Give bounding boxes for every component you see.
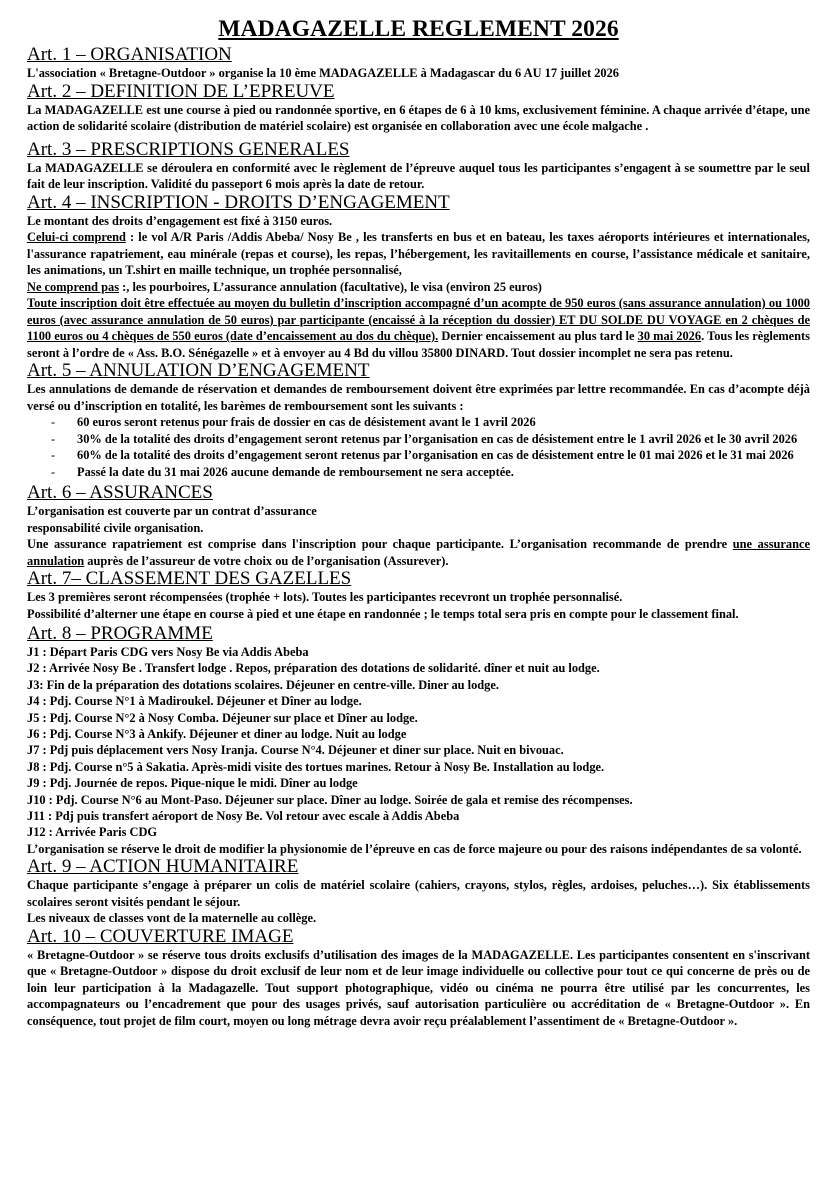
- program-day: J2 : Arrivée Nosy Be . Transfert lodge . Repos, préparation des dotations de solidarité. dîner et nuit au lodge.: [27, 661, 600, 676]
- payment-deadline-text: Dernier encaissement au plus tard le: [438, 329, 638, 343]
- list-item: - 60% de la totalité des droits d’engagement seront retenus par l’organisation en cas de désistement entre le 01 mai 2026 et le 31 mai 2026: [77, 447, 810, 464]
- payment-terms: Toute inscription doit être effectuée au moyen du bulletin d’inscription accompagné d’un acompte de 950 euros (sans assurance annulation) ou 1000 euros (avec assurance annulation de 50 euros) par participante (encaissé à la réception du dossier) ET DU SOLDE DU VOYAGE en 2 chèques de 1100 euros ou 4 chèques de 550 euros (date d’encaissement au dos du chèque).: [27, 296, 810, 343]
- article-1: [27, 45, 810, 82]
- article-10-heading: Art. 10 – COUVERTURE IMAGE: [27, 925, 294, 947]
- list-item: - 60 euros seront retenus pour frais de dossier en cas de désistement avant le 1 avril 2026: [77, 414, 810, 431]
- article-4-payment: [27, 295, 810, 361]
- article-4: [27, 193, 810, 362]
- article-8: [27, 624, 810, 857]
- article-6-line-1: L’organisation est couverte par un contrat d’assurance: [27, 504, 317, 518]
- article-7-heading: Art. 7– CLASSEMENT DES GAZELLES: [27, 568, 352, 589]
- article-2: [27, 82, 810, 135]
- article-4-includes: [27, 229, 810, 279]
- article-8-heading: Art. 8 – PROGRAMME: [27, 623, 213, 644]
- article-4-fee: Le montant des droits d’engagement est fixé à 3150 euros.: [27, 213, 333, 228]
- article-6-line-2: responsabilité civile organisation.: [27, 520, 204, 535]
- list-item: - Passé la date du 31 mai 2026 aucune demande de remboursement ne sera acceptée.: [77, 464, 810, 481]
- article-3-text: La MADAGAZELLE se déroulera en conformité avec le règlement de l’épreuve auquel tous les participantes s’engagent à se soumettre par le seul fait de leur inscription. Validité du passeport 6 mois après la date de retour.: [27, 160, 810, 191]
- program-day: J5 : Pdj. Course N°2 à Nosy Comba. Déjeuner sur place et Dîner au lodge.: [27, 710, 418, 725]
- program-day: J4 : Pdj. Course N°1 à Madiroukel. Déjeuner et Dîner au lodge.: [27, 694, 362, 709]
- insurance-text-end: auprès de l’assureur de votre choix ou de l’organisation (Assurever).: [84, 553, 449, 568]
- includes-text: : le vol A/R Paris /Addis Abeba/ Nosy Be , les transferts en bus et en bateau, les taxes aéroports intérieures et internationales, l'assurance rapatriement, eau minérale (repas et course), les repas, l’hébergement, les ravitaillements en course, l’assistance médicale et sanitaire, les animations, un T.shirt en maille technique, un trophée personnalisé,: [27, 230, 810, 277]
- program-day: J9 : Pdj. Journée de repos. Pique-nique le midi. Dîner au lodge: [27, 776, 358, 791]
- article-10: [27, 927, 810, 1030]
- article-6-heading: Art. 6 – ASSURANCES: [27, 482, 213, 503]
- article-5-intro: Les annulations de demande de réservation et demandes de remboursement doivent être exprimées par lettre recommandée. En cas d’acompte déjà versé ou d’inscription en totalité, les barèmes de remboursement sont les suivants :: [27, 382, 810, 413]
- article-4-excludes: [27, 279, 810, 296]
- payment-address: . Tous les règlements seront à l’ordre de « Ass. B.O. Sénégazelle » et à envoyer au 4 Bd du villou 35800 DINARD. Tout dossier incomplet ne sera pas retenu.: [27, 329, 810, 360]
- article-6: [27, 483, 810, 569]
- article-9-text-2: Les niveaux de classes vont de la maternelle au collège.: [27, 911, 317, 926]
- article-7-text-2: Possibilité d’alterner une étape en course à pied et une étape en randonnée ; le temps total sera pris en compte pour le classement final.: [27, 606, 739, 621]
- document-page: [0, 16, 826, 1185]
- article-9: [27, 857, 810, 927]
- article-1-heading: Art. 1 – ORGANISATION: [27, 44, 232, 65]
- article-9-text-1: Chaque participante s’engage à préparer un colis de matériel scolaire (cahiers, crayons, stylos, règles, ardoises, peluches…). Six établissements scolaires seront visités pendant le séjour.: [27, 878, 810, 909]
- article-10-text: « Bretagne-Outdoor » se réserve tous droits exclusifs d’utilisation des images de la MADAGAZELLE. Les participantes consentent en s'inscrivant que « Bretagne-Outdoor » dispose du droit exclusif de leur nom et de leur image individuelle ou collective pour tout ce qui concerne de près ou de loin leur participation à la Madagazelle. Tout support photographique, vidéo ou cinéma ne pourra être utilisé par les concurrentes, les accompagnateurs ou l’encadrement que pour des usages privés, sauf autorisation particulière ou accréditation de « Bretagne-Outdoor ». En conséquence, tout projet de film court, moyen ou long métrage devra avoir reçu préalablement l’assentiment de « Bretagne-Outdoor ».: [27, 947, 810, 1028]
- payment-deadline-date: 30 mai 2026: [637, 329, 702, 343]
- article-6-text: [27, 536, 810, 569]
- excludes-text: :, les pourboires, L’assurance annulation (facultative), le visa (environ 25 euros): [119, 279, 542, 294]
- article-1-text: L'association « Bretagne-Outdoor » organise la 10 ème MADAGAZELLE à Madagascar du 6 AU 17 juillet 2026: [27, 66, 619, 80]
- includes-label: Celui-ci comprend: [27, 230, 126, 244]
- program-day: J3: Fin de la préparation des dotations scolaires. Déjeuner en centre-ville. Diner au lodge.: [27, 677, 499, 692]
- article-8-note: L’organisation se réserve le droit de modifier la physionomie de l’épreuve en cas de force majeure ou pour des raisons indépendantes de sa volonté.: [27, 841, 802, 856]
- insurance-text: Une assurance rapatriement est comprise dans l'inscription pour chaque participante. L’organisation recommande de prendre: [27, 537, 733, 551]
- article-7: [27, 569, 810, 622]
- cancellation-insurance-link[interactable]: une assurance annulation: [27, 537, 810, 568]
- article-2-heading: Art. 2 – DEFINITION DE L’EPREUVE: [27, 80, 335, 102]
- list-item: - 30% de la totalité des droits d’engagement seront retenus par l’organisation en cas de désistement entre le 1 avril 2026 et le 30 avril 2026: [77, 431, 810, 448]
- article-7-text-1: Les 3 premières seront récompensées (trophée + lots). Toutes les participantes recevront un trophée personnalisé.: [27, 590, 623, 604]
- program-day: J10 : Pdj. Course N°6 au Mont-Paso. Déjeuner sur place. Dîner au lodge. Soirée de gala et remise des récompenses.: [27, 792, 633, 807]
- article-5: [27, 361, 810, 480]
- program-day: J11 : Pdj puis transfert aéroport de Nosy Be. Vol retour avec escale à Addis Abeba: [27, 809, 460, 824]
- program-day: J12 : Arrivée Paris CDG: [27, 825, 158, 840]
- excludes-label: Ne comprend pas: [27, 279, 120, 294]
- article-9-heading: Art. 9 – ACTION HUMANITAIRE: [27, 856, 299, 878]
- article-5-heading: Art. 5 – ANNULATION D’ENGAGEMENT: [27, 360, 370, 381]
- document-title: MADAGAZELLE REGLEMENT 2026: [218, 16, 619, 42]
- refund-list: [27, 414, 810, 480]
- article-2-text: La MADAGAZELLE est une course à pied ou randonnée sportive, en 6 étapes de 6 à 10 kms, exclusivement féminine. A chaque arrivée d’étape, une action de solidarité scolaire (distribution de matériel scolaire) est organisée en collaboration avec une école malgache .: [27, 102, 810, 133]
- article-3: [27, 140, 810, 193]
- program-day: J6 : Pdj. Course N°3 à Ankify. Déjeuner et diner au lodge. Nuit au lodge: [27, 727, 407, 742]
- program-day: J1 : Départ Paris CDG vers Nosy Be via Addis Abeba: [27, 645, 309, 659]
- article-3-heading: Art. 3 – PRESCRIPTIONS GENERALES: [27, 138, 350, 160]
- article-4-heading: Art. 4 – INSCRIPTION - DROITS D’ENGAGEMENT: [27, 191, 450, 213]
- program-day: J8 : Pdj. Course n°5 à Sakatia. Après-midi visite des tortues marines. Retour à Nosy Be. Installation au lodge.: [27, 759, 605, 774]
- program-day: J7 : Pdj puis déplacement vers Nosy Iranja. Course N°4. Déjeuner et diner sur place. Nuit en bivouac.: [27, 743, 564, 758]
